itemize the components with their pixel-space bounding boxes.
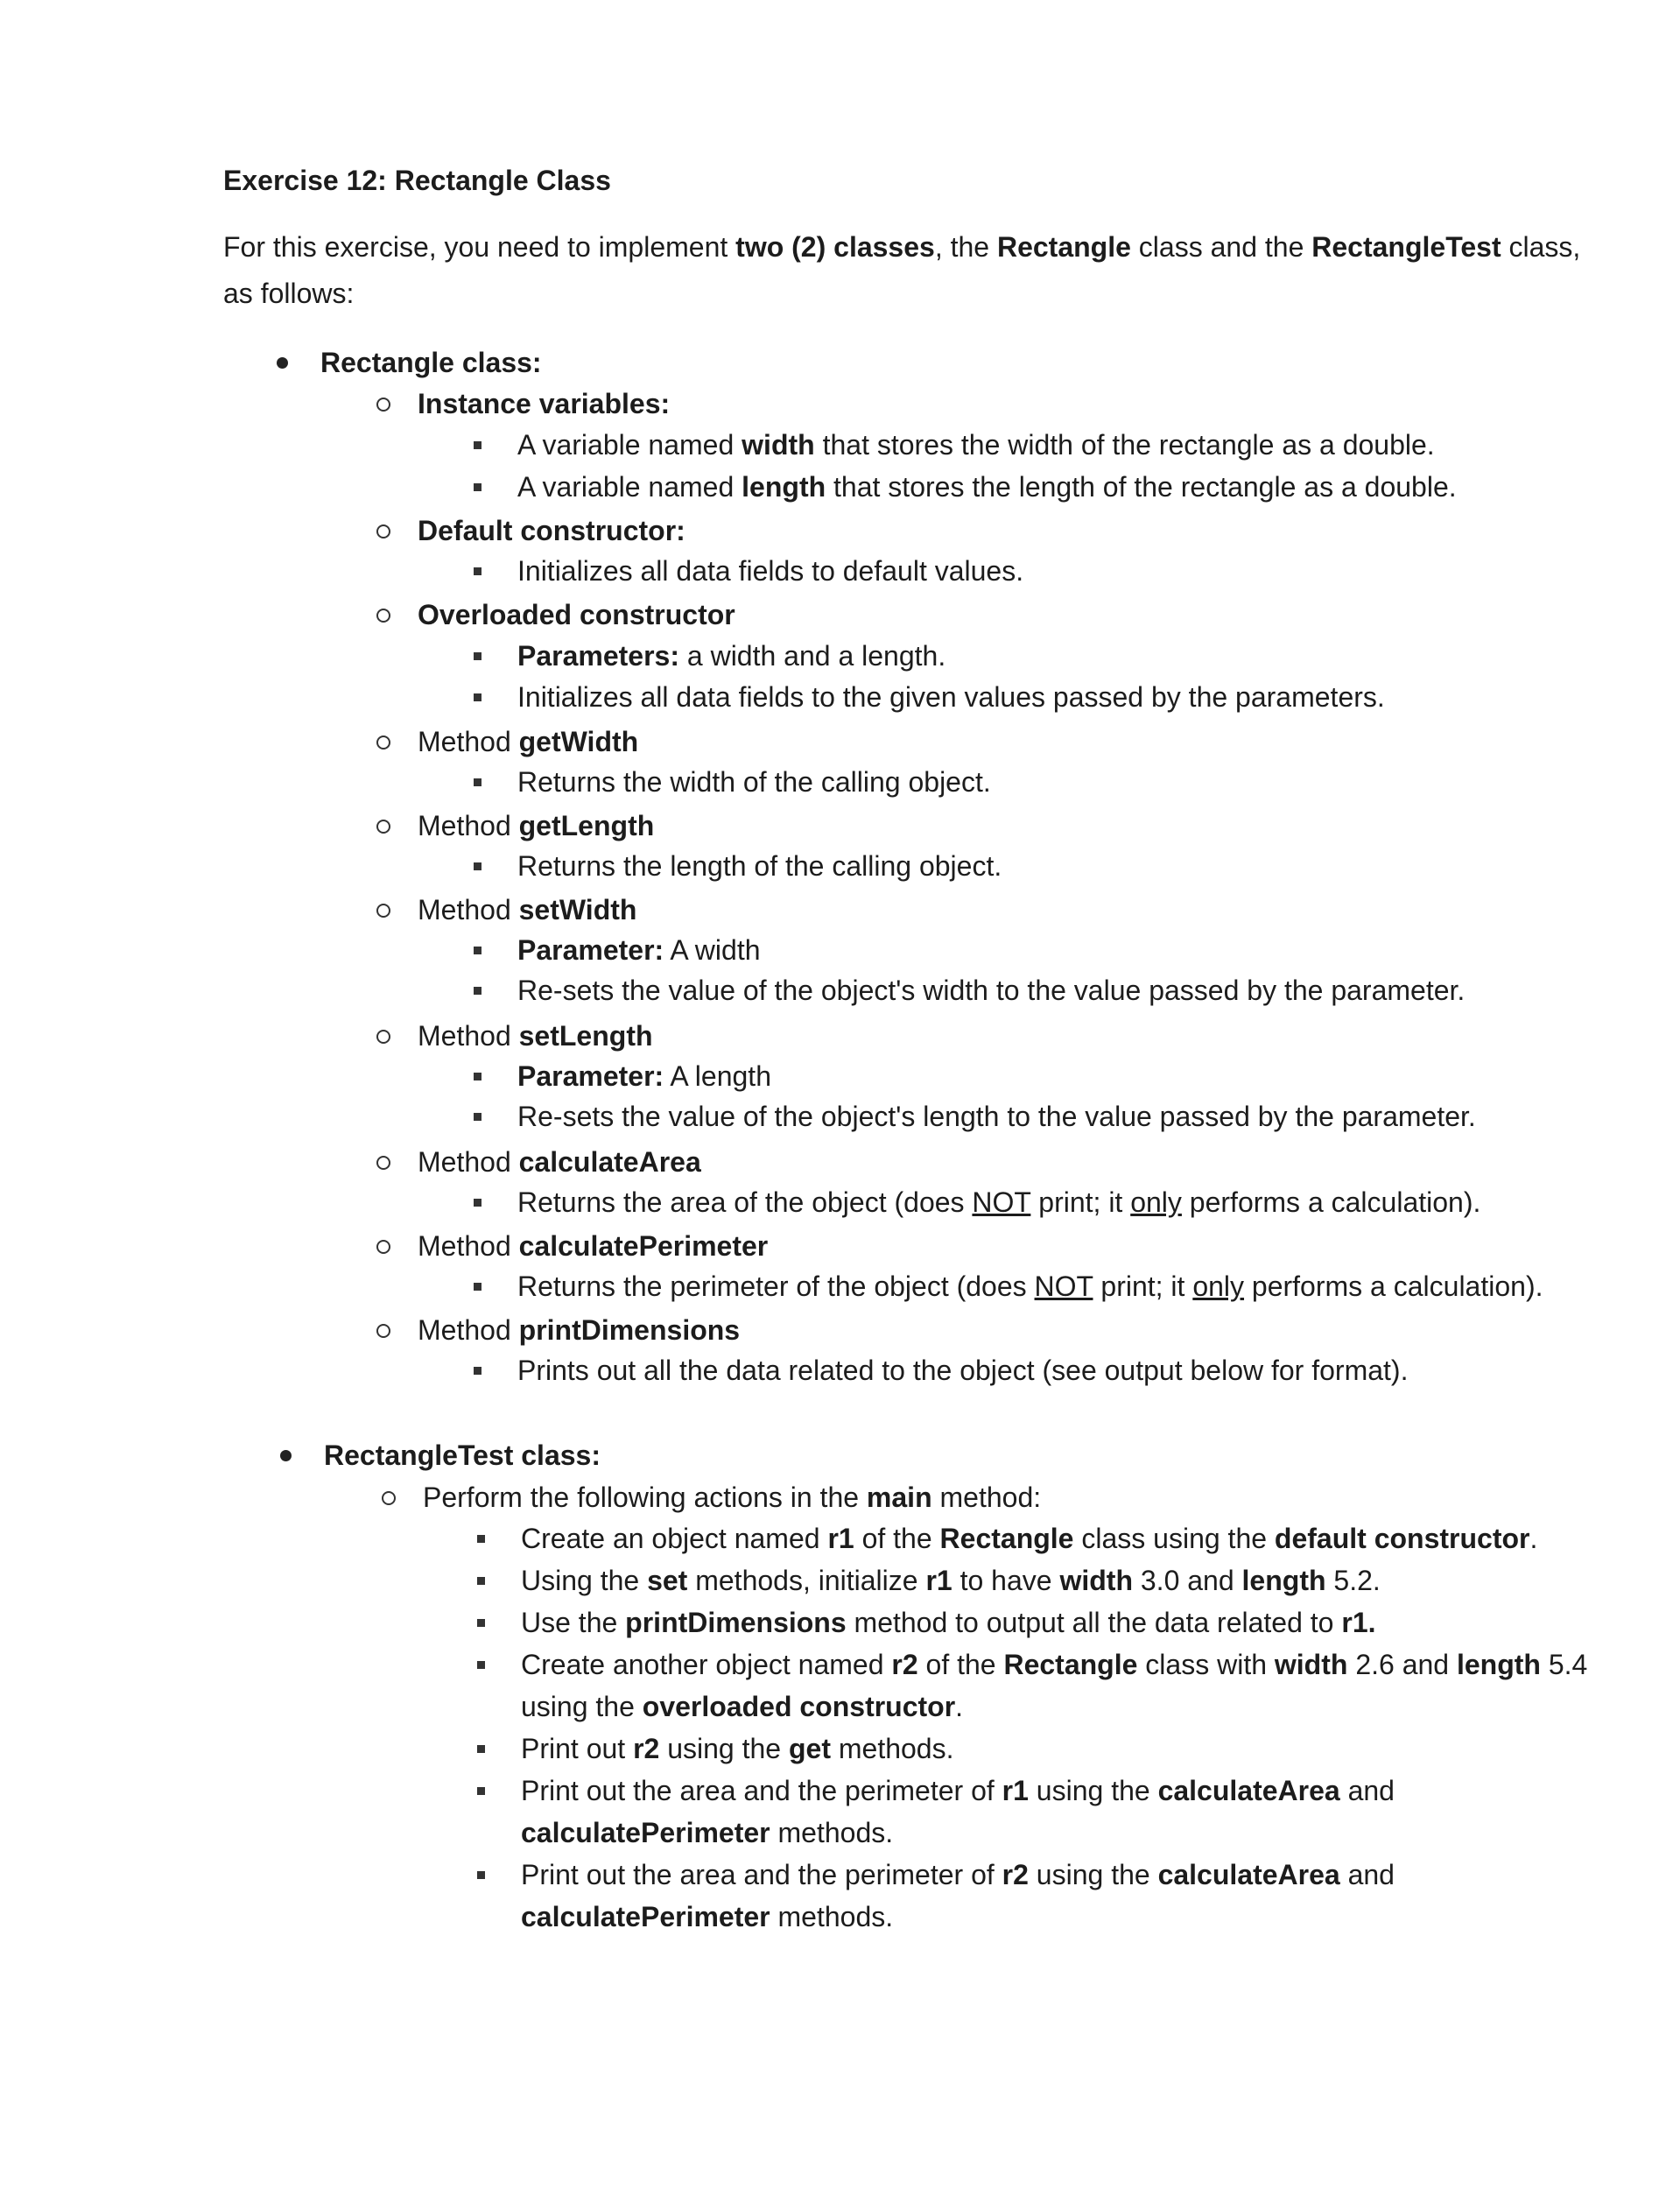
item-bold: r1 bbox=[925, 1565, 952, 1596]
item-text: Method bbox=[418, 1020, 519, 1052]
bullet-square-icon bbox=[474, 466, 482, 491]
intro-bold: RectangleTest bbox=[1311, 231, 1501, 263]
bullet-square-icon bbox=[477, 1770, 485, 1795]
main-method-item bbox=[423, 1476, 1041, 1518]
bullet-disc-icon bbox=[280, 1434, 292, 1461]
step-set-r1 bbox=[521, 1559, 1381, 1601]
intro-text: class, as follows: bbox=[223, 231, 1581, 309]
item-text: Initializes all data fields to default values. bbox=[517, 555, 1024, 587]
item-text: Returns the perimeter of the object (does bbox=[517, 1270, 1035, 1302]
bullet-square-icon bbox=[477, 1559, 485, 1585]
bullet-square-icon bbox=[477, 1601, 485, 1627]
step-area-r1-cont bbox=[521, 1812, 893, 1854]
item-text: Re-sets the value of the object's width to the value passed by the parameter. bbox=[517, 975, 1466, 1006]
step-create-r2-cont bbox=[521, 1686, 963, 1728]
setwidth-parameter bbox=[517, 929, 761, 971]
item-bold: r1 bbox=[1002, 1775, 1029, 1806]
bullet-disc-icon bbox=[277, 341, 288, 369]
item-bold: r2 bbox=[633, 1733, 660, 1764]
item-bold: printDimensions bbox=[625, 1607, 847, 1638]
bullet-square-icon bbox=[474, 676, 482, 701]
item-text: a width and a length. bbox=[679, 640, 946, 672]
item-text: 5.2. bbox=[1325, 1565, 1381, 1596]
overloaded-parameters bbox=[517, 635, 945, 677]
intro-text: class and the bbox=[1130, 231, 1312, 263]
getlength-desc bbox=[517, 845, 1002, 887]
item-text: methods, initialize bbox=[687, 1565, 926, 1596]
item-text: using the bbox=[521, 1691, 643, 1722]
item-bold: default constructor bbox=[1274, 1523, 1530, 1554]
item-text: Re-sets the value of the object's length to the value passed by the parameter. bbox=[517, 1101, 1476, 1132]
item-text: that stores the width of the rectangle as a double. bbox=[814, 429, 1435, 461]
item-bold: length bbox=[1241, 1565, 1326, 1596]
item-text: and bbox=[1339, 1775, 1395, 1806]
bullet-circle-icon bbox=[376, 1015, 390, 1044]
step-area-r1 bbox=[521, 1770, 1395, 1812]
overloaded-desc bbox=[517, 676, 1385, 718]
item-bold: r2 bbox=[891, 1649, 918, 1680]
item-text: A width bbox=[664, 934, 761, 966]
item-text: class using the bbox=[1073, 1523, 1275, 1554]
item-text: Use the bbox=[521, 1607, 626, 1638]
item-bold: Parameter: bbox=[517, 934, 664, 966]
item-bold: calculateArea bbox=[1157, 1775, 1340, 1806]
item-bold: main bbox=[866, 1482, 932, 1513]
item-text: performs a calculation). bbox=[1244, 1270, 1543, 1302]
item-text: Create another object named bbox=[521, 1649, 892, 1680]
bullet-square-icon bbox=[474, 1265, 482, 1291]
method-getlength bbox=[418, 805, 654, 847]
method-calculateperimeter bbox=[418, 1225, 768, 1267]
bullet-square-icon bbox=[474, 761, 482, 786]
item-text: Print out the area and the perimeter of bbox=[521, 1859, 1002, 1890]
heading-text: Rectangle class: bbox=[320, 347, 542, 378]
item-text: method: bbox=[931, 1482, 1042, 1513]
item-text: using the bbox=[659, 1733, 789, 1764]
bullet-circle-icon bbox=[376, 1309, 390, 1338]
item-bold: r1. bbox=[1341, 1607, 1376, 1638]
item-bold: calculateArea bbox=[1157, 1859, 1340, 1890]
bullet-circle-icon bbox=[376, 510, 390, 538]
item-text: print; it bbox=[1093, 1270, 1193, 1302]
item-text: methods. bbox=[830, 1733, 954, 1764]
bullet-square-icon bbox=[477, 1644, 485, 1669]
item-text: print; it bbox=[1030, 1186, 1131, 1218]
intro-text: , the bbox=[934, 231, 997, 263]
step-print-r1 bbox=[521, 1601, 1376, 1644]
bullet-circle-icon bbox=[376, 805, 390, 834]
bullet-square-icon bbox=[474, 969, 482, 995]
bullet-square-icon bbox=[474, 845, 482, 870]
item-bold: width bbox=[1274, 1649, 1348, 1680]
bullet-square-icon bbox=[474, 929, 482, 954]
item-text: class with bbox=[1137, 1649, 1275, 1680]
setlength-desc bbox=[517, 1095, 1476, 1137]
item-text: to have bbox=[952, 1565, 1060, 1596]
item-bold: Rectangle bbox=[1003, 1649, 1138, 1680]
item-bold: Parameters: bbox=[517, 640, 679, 672]
item-bold: length bbox=[742, 471, 826, 503]
item-text: Returns the length of the calling object. bbox=[517, 850, 1002, 882]
item-text: Print out bbox=[521, 1733, 634, 1764]
method-name: setWidth bbox=[518, 894, 637, 926]
item-label: Instance variables: bbox=[418, 388, 671, 419]
length-variable-item bbox=[517, 466, 1457, 508]
item-bold: Rectangle bbox=[939, 1523, 1074, 1554]
bullet-square-icon bbox=[477, 1854, 485, 1879]
method-name: getWidth bbox=[518, 726, 639, 757]
step-area-r2 bbox=[521, 1854, 1395, 1896]
width-variable-item bbox=[517, 424, 1435, 466]
intro-paragraph bbox=[223, 224, 1589, 317]
bullet-circle-icon bbox=[376, 383, 390, 412]
item-text: Method bbox=[418, 810, 519, 841]
bullet-square-icon bbox=[474, 1095, 482, 1121]
item-bold: Parameter: bbox=[517, 1060, 664, 1092]
item-text: 2.6 and bbox=[1347, 1649, 1457, 1680]
item-text: Using the bbox=[521, 1565, 648, 1596]
bullet-circle-icon bbox=[376, 721, 390, 750]
underlined-text: only bbox=[1192, 1270, 1245, 1302]
item-text: Returns the width of the calling object. bbox=[517, 766, 991, 798]
item-text: of the bbox=[854, 1523, 940, 1554]
item-text: methods. bbox=[770, 1817, 894, 1848]
item-text: Print out the area and the perimeter of bbox=[521, 1775, 1002, 1806]
item-text: Method bbox=[418, 1146, 519, 1178]
item-bold: width bbox=[1059, 1565, 1133, 1596]
method-setwidth bbox=[418, 889, 636, 931]
bullet-square-icon bbox=[474, 550, 482, 575]
bullet-circle-icon bbox=[376, 1225, 390, 1254]
item-bold: get bbox=[788, 1733, 831, 1764]
item-text: Method bbox=[418, 1230, 519, 1262]
item-text: using the bbox=[1028, 1775, 1158, 1806]
bullet-square-icon bbox=[474, 1349, 482, 1375]
item-text: method to output all the data related to bbox=[846, 1607, 1342, 1638]
bullet-square-icon bbox=[474, 1055, 482, 1080]
item-bold: r2 bbox=[1002, 1859, 1029, 1890]
intro-text: For this exercise, you need to implement bbox=[223, 231, 736, 263]
bullet-circle-icon bbox=[376, 1141, 390, 1170]
calculatearea-desc bbox=[517, 1181, 1480, 1223]
method-name: calculatePerimeter bbox=[518, 1230, 769, 1262]
item-bold: r1 bbox=[827, 1523, 854, 1554]
item-text: Create an object named bbox=[521, 1523, 828, 1554]
method-getwidth bbox=[418, 721, 638, 763]
item-text: Method bbox=[418, 1314, 519, 1346]
item-text: Method bbox=[418, 726, 519, 757]
item-text: 5.4 bbox=[1540, 1649, 1588, 1680]
item-bold: calculatePerimeter bbox=[521, 1817, 770, 1848]
item-bold: length bbox=[1456, 1649, 1541, 1680]
rectangle-class-heading bbox=[320, 341, 542, 384]
rectangletest-class-heading bbox=[324, 1434, 601, 1476]
intro-bold: two (2) classes bbox=[735, 231, 935, 263]
bullet-circle-icon bbox=[376, 889, 390, 918]
item-text: methods. bbox=[770, 1901, 894, 1932]
item-bold: calculatePerimeter bbox=[521, 1901, 770, 1932]
bullet-square-icon bbox=[477, 1728, 485, 1753]
instance-variables-item bbox=[418, 383, 670, 425]
step-print-r2 bbox=[521, 1728, 953, 1770]
exercise-title: Exercise 12: Rectangle Class bbox=[223, 165, 611, 196]
method-calculatearea bbox=[418, 1141, 701, 1183]
item-text: that stores the length of the rectangle as a double. bbox=[826, 471, 1457, 503]
item-text: Prints out all the data related to the object (see output below for format). bbox=[517, 1355, 1409, 1386]
method-printdimensions bbox=[418, 1309, 740, 1351]
item-bold: overloaded constructor bbox=[642, 1691, 956, 1722]
item-text: A variable named bbox=[517, 471, 742, 503]
default-constructor-desc bbox=[517, 550, 1023, 592]
heading-text: RectangleTest class: bbox=[324, 1439, 601, 1471]
item-bold: width bbox=[742, 429, 815, 461]
default-constructor-item bbox=[418, 510, 685, 552]
underlined-text: NOT bbox=[1034, 1270, 1093, 1302]
item-text: 3.0 and bbox=[1132, 1565, 1242, 1596]
method-name: getLength bbox=[518, 810, 655, 841]
bullet-square-icon bbox=[474, 1181, 482, 1207]
underlined-text: only bbox=[1130, 1186, 1182, 1218]
method-setlength bbox=[418, 1015, 653, 1057]
bullet-circle-icon bbox=[382, 1476, 396, 1505]
item-text: performs a calculation). bbox=[1181, 1186, 1481, 1218]
item-text: using the bbox=[1028, 1859, 1158, 1890]
item-text: . bbox=[955, 1691, 964, 1722]
item-bold: set bbox=[647, 1565, 688, 1596]
overloaded-constructor-item bbox=[418, 594, 735, 636]
intro-bold: Rectangle bbox=[996, 231, 1131, 263]
setwidth-desc bbox=[517, 969, 1465, 1011]
item-text: A variable named bbox=[517, 429, 742, 461]
bullet-square-icon bbox=[474, 424, 482, 449]
bullet-circle-icon bbox=[376, 594, 390, 623]
underlined-text: NOT bbox=[972, 1186, 1031, 1218]
item-text: . bbox=[1529, 1523, 1538, 1554]
item-text: A length bbox=[664, 1060, 771, 1092]
item-label: Overloaded constructor bbox=[418, 599, 735, 630]
method-name: printDimensions bbox=[518, 1314, 741, 1346]
method-name: calculateArea bbox=[518, 1146, 701, 1178]
item-text: and bbox=[1339, 1859, 1395, 1890]
bullet-square-icon bbox=[474, 635, 482, 660]
method-name: setLength bbox=[518, 1020, 653, 1052]
item-text: Initializes all data fields to the given values passed by the parameters. bbox=[517, 681, 1385, 713]
item-text: Method bbox=[418, 894, 519, 926]
getwidth-desc bbox=[517, 761, 991, 803]
item-text: Perform the following actions in the bbox=[423, 1482, 867, 1513]
step-area-r2-cont bbox=[521, 1896, 893, 1938]
item-text: of the bbox=[917, 1649, 1004, 1680]
calculateperimeter-desc bbox=[517, 1265, 1543, 1307]
bullet-square-icon bbox=[477, 1517, 485, 1543]
step-create-r1 bbox=[521, 1517, 1537, 1559]
step-create-r2 bbox=[521, 1644, 1587, 1686]
setlength-parameter bbox=[517, 1055, 771, 1097]
item-text: Returns the area of the object (does bbox=[517, 1186, 973, 1218]
printdimensions-desc bbox=[517, 1349, 1408, 1391]
item-label: Default constructor: bbox=[418, 515, 685, 546]
